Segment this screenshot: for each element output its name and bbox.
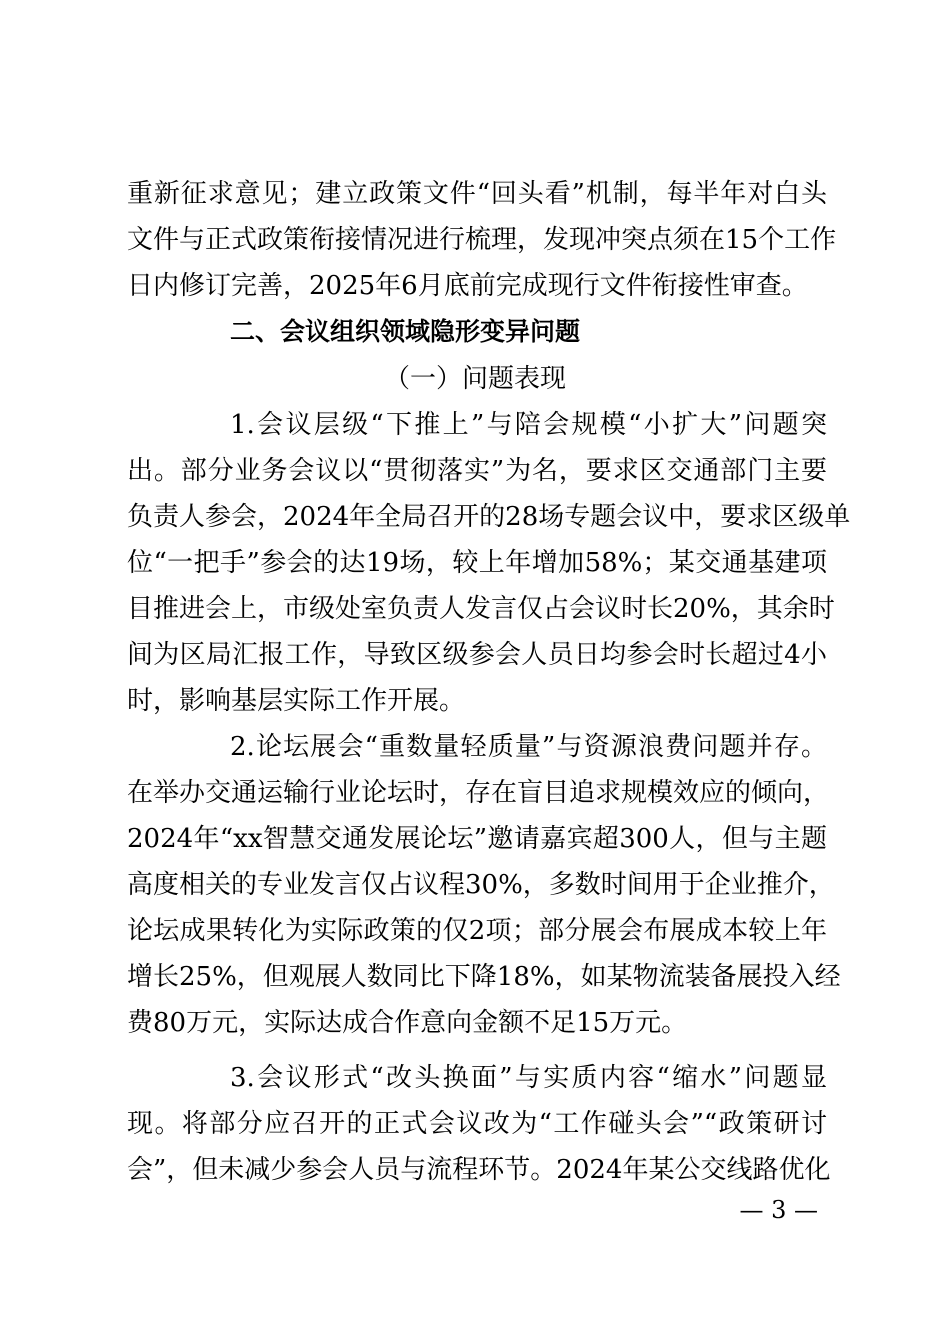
page-number: — 3 — xyxy=(739,1196,818,1224)
item3-line-2: 现。将部分应召开的正式会议改为“工作碰头会”“政策研讨 xyxy=(127,1109,827,1139)
item2-line-4: 高度相关的专业发言仅占议程30%，多数时间用于企业推介， xyxy=(127,870,835,900)
intro-line-1: 重新征求意见；建立政策文件“回头看”机制，每半年对白头 xyxy=(127,179,827,209)
item2-line-5: 论坛成果转化为实际政策的仅2项；部分展会布展成本较上年 xyxy=(127,916,827,946)
item2-line-7: 费80万元，实际达成合作意向金额不足15万元。 xyxy=(127,1008,688,1038)
item1-line-2: 出。部分业务会议以“贯彻落实”为名，要求区交通部门主要 xyxy=(127,456,827,486)
item1-line-4: 位“一把手”参会的达19场，较上年增加58%；某交通基建项 xyxy=(127,548,827,578)
item1-line-7: 时，影响基层实际工作开展。 xyxy=(127,686,466,716)
item2-line-6: 增长25%，但观展人数同比下降18%，如某物流装备展投入经 xyxy=(127,962,841,992)
item2-line-1: 2.论坛展会“重数量轻质量”与资源浪费问题并存。 xyxy=(230,732,827,762)
item2-line-3: 2024年“xx智慧交通发展论坛”邀请嘉宾超300人，但与主题 xyxy=(127,824,827,854)
item1-line-6: 间为区局汇报工作，导致区级参会人员日均参会时长超过4小 xyxy=(127,640,827,670)
intro-line-2: 文件与正式政策衔接情况进行梳理，发现冲突点须在15个工作 xyxy=(127,225,837,255)
section-heading: 二、会议组织领域隐形变异问题 xyxy=(230,317,581,346)
item1-line-3: 负责人参会，2024年全局召开的28场专题会议中，要求区级单 xyxy=(127,502,851,532)
item1-line-5: 目推进会上，市级处室负责人发言仅占会议时长20%，其余时 xyxy=(127,594,835,624)
item2-line-2: 在举办交通运输行业论坛时，存在盲目追求规模效应的倾向， xyxy=(127,778,830,808)
item3-line-1: 3.会议形式“改头换面”与实质内容“缩水”问题显 xyxy=(230,1063,827,1093)
subsection-heading: （一）问题表现 xyxy=(383,364,566,394)
item1-line-1: 1.会议层级“下推上”与陪会规模“小扩大”问题突 xyxy=(230,410,827,440)
item3-line-3: 会”，但未减少参会人员与流程环节。2024年某公交线路优化 xyxy=(127,1155,831,1185)
intro-line-3: 日内修订完善，2025年6月底前完成现行文件衔接性审查。 xyxy=(127,271,808,301)
